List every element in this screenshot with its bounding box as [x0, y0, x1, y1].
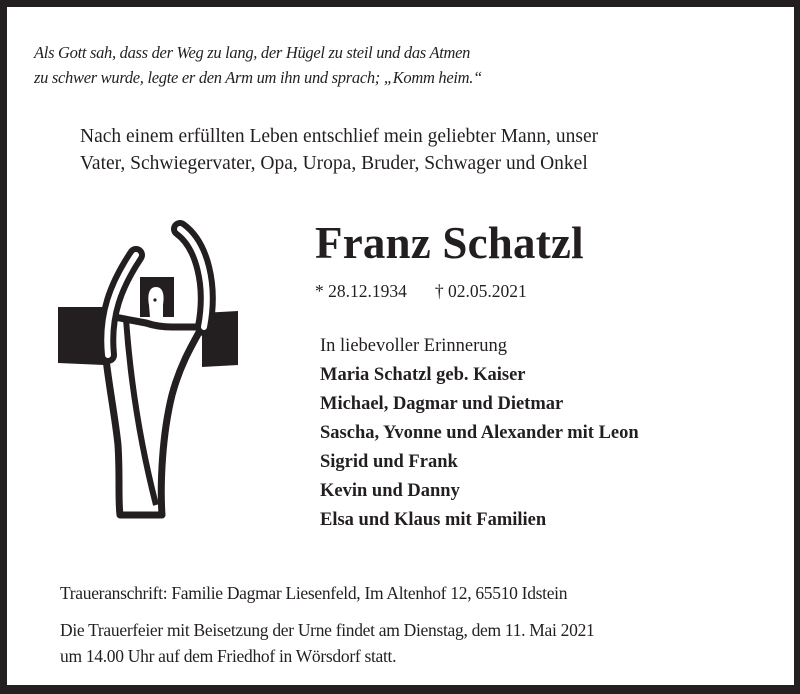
- mourners-lead: In liebevoller Erinnerung: [320, 336, 507, 356]
- intro-line: Vater, Schwiegervater, Opa, Uropa, Bruder, Schwager und Onkel: [80, 153, 588, 174]
- intro-text: [80, 123, 598, 177]
- motto-line: Als Gott sah, dass der Weg zu lang, der Hügel zu steil und das Atmen: [34, 43, 471, 62]
- mourner-entry: Maria Schatzl geb. Kaiser: [320, 365, 526, 385]
- mourner-entry: Sascha, Yvonne und Alexander mit Leon: [320, 423, 639, 443]
- mourners-list: [320, 332, 639, 535]
- service-info: [60, 617, 594, 669]
- life-dates: [315, 281, 527, 302]
- mourner-entry: Elsa und Klaus mit Familien: [320, 510, 547, 530]
- obituary-card: [7, 7, 794, 685]
- mourner-entry: Kevin und Danny: [320, 481, 460, 501]
- service-line: Die Trauerfeier mit Beisetzung der Urne findet am Dienstag, dem 11. Mai 2021: [60, 620, 595, 640]
- service-line: um 14.00 Uhr auf dem Friedhof in Wörsdorf statt.: [60, 646, 397, 666]
- birth-date: * 28.12.1934: [315, 281, 407, 301]
- mourner-entry: Sigrid und Frank: [320, 452, 458, 472]
- mourning-address: Traueranschrift: Familie Dagmar Liesenfeld, Im Altenhof 12, 65510 Idstein: [60, 583, 568, 603]
- motto-line: zu schwer wurde, legte er den Arm um ihn und sprach; „Komm heim.“: [34, 68, 482, 87]
- death-date: † 02.05.2021: [434, 281, 527, 301]
- risen-christ-cross-icon: [52, 215, 252, 521]
- intro-line: Nach einem erfüllten Leben entschlief mein geliebter Mann, unser: [80, 126, 599, 147]
- motto-quote: [34, 40, 482, 90]
- deceased-name: Franz Schatzl: [315, 218, 584, 268]
- mourner-entry: Michael, Dagmar und Dietmar: [320, 394, 564, 414]
